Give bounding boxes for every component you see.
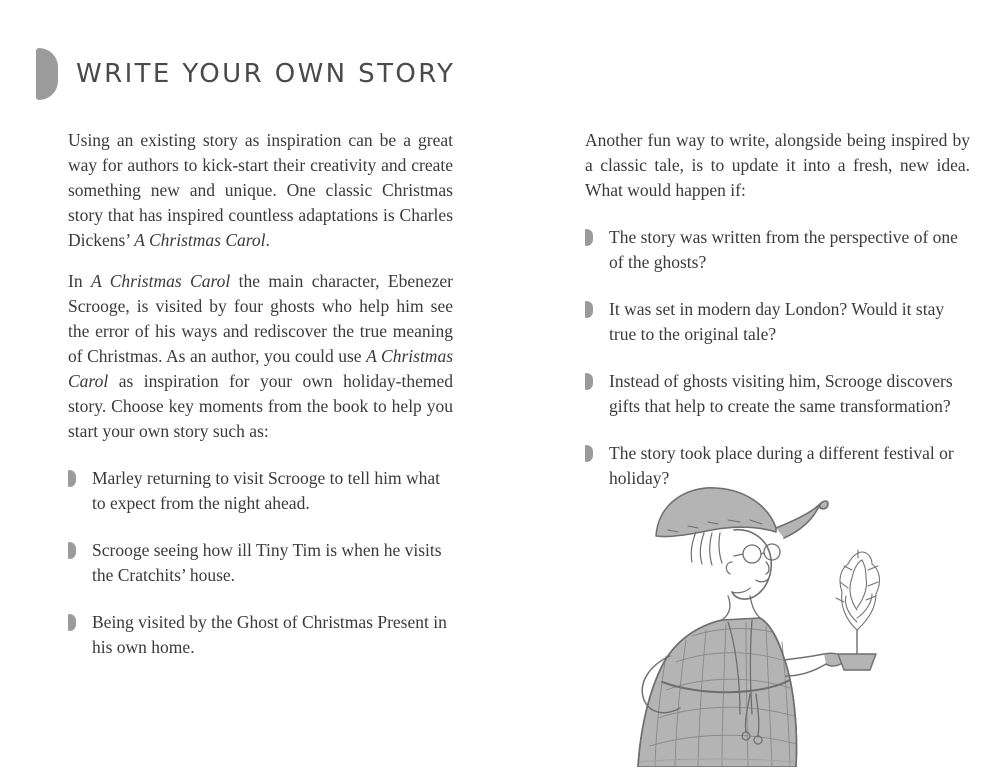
text-run: Another fun way to write, alongside being inspired by a classic tale, is to update it into a fresh, new idea. What would happen if: [585,130,970,200]
bullet-marker-icon [585,373,593,390]
list-item-label: Scrooge seeing how ill Tiny Tim is when he visits the Cratchits’ house. [92,540,442,585]
scrooge-with-tree-illustration [600,470,930,767]
left-bullet-list [68,466,453,660]
title-italic: A Christmas Carol [90,271,231,291]
page-heading [36,48,455,100]
list-item-label: Marley returning to visit Scrooge to tell him what to expect from the night ahead. [92,468,440,513]
left-column [68,128,453,660]
bullet-marker-icon [68,542,76,559]
paragraph [68,269,453,444]
title-italic: A Christmas Carol [134,230,266,250]
text-run: . [265,230,270,250]
paragraph [585,128,970,203]
text-run: the main character, Ebenezer Scrooge, is visited by four ghosts who help him see the error of his ways and rediscover the true meaning of Christmas. As an author, you could use [68,271,453,366]
list-item-label: Being visited by the Ghost of Christmas Present in his own home. [92,612,447,657]
title-italic: A Christmas Carol [68,346,454,391]
list-item [585,225,970,275]
list-item [585,297,970,347]
list-item [585,369,970,419]
right-column [585,128,970,491]
page-title: WRITE YOUR OWN STORY [76,59,456,89]
heading-marker-icon [36,48,58,100]
paragraph [68,128,453,253]
bullet-marker-icon [68,470,76,487]
list-item-label: The story took place during a different festival or holiday? [609,443,954,488]
bullet-marker-icon [68,614,76,631]
list-item [68,466,453,516]
right-bullet-list [585,225,970,491]
text-run: In [68,271,91,291]
bullet-marker-icon [585,445,593,462]
list-item-label: The story was written from the perspective of one of the ghosts? [609,227,958,272]
bullet-marker-icon [585,229,593,246]
list-item-label: It was set in modern day London? Would it stay true to the original tale? [609,299,945,344]
text-run: as inspiration for your own holiday-themed story. Choose key moments from the book to help you start your own story such as: [68,371,453,441]
list-item [68,538,453,588]
bullet-marker-icon [585,301,593,318]
text-run: Using an existing story as inspiration can be a great way for authors to kick-start their creativity and create something new and unique. One classic Christmas story that has inspired countless adaptations is Charles Dickens’ [68,130,453,250]
list-item-label: Instead of ghosts visiting him, Scrooge discovers gifts that help to create the same transformation? [609,371,953,416]
list-item [68,610,453,660]
